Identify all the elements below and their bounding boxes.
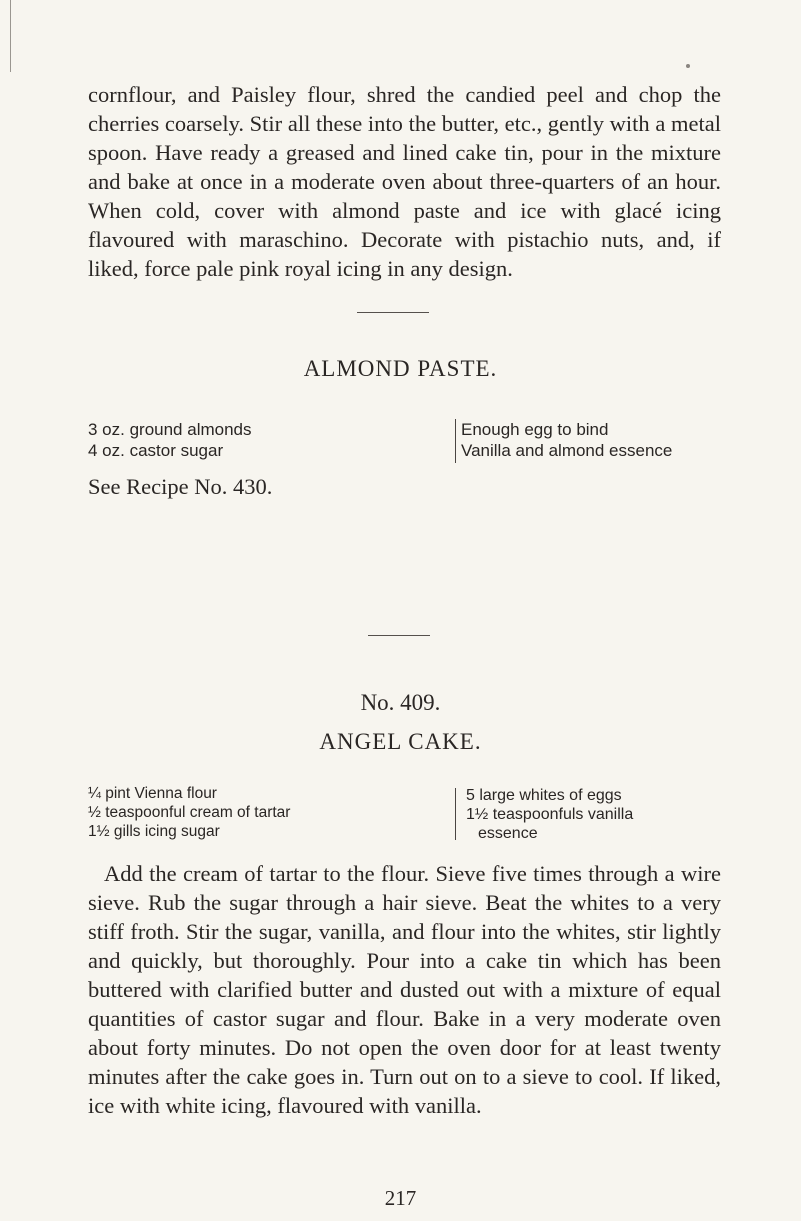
almond-paste-title: ALMOND PASTE. [303, 356, 498, 381]
ingredient: 1½ gills icing sugar [88, 823, 220, 840]
ingredient: Enough egg to bind [461, 420, 609, 439]
column-divider [455, 788, 456, 840]
ingredient: 3 oz. ground almonds [88, 420, 252, 439]
angel-cake-ingredients-right [466, 786, 633, 843]
column-divider [455, 419, 456, 463]
recipe-number: No. 409. [360, 690, 441, 715]
ingredient: ½ teaspoonful cream of tartar [88, 804, 291, 821]
page-number: 217 [384, 1186, 417, 1210]
ingredient: 5 large whites of eggs [466, 787, 622, 804]
angel-cake-ingredients-left [88, 784, 290, 841]
ingredient: essence [478, 825, 538, 842]
ingredient: Vanilla and almond essence [461, 441, 673, 460]
intro-paragraph: cornflour, and Paisley flour, shred the candied peel and chop the cherries coarsely. Stir all these into the butter, etc., gently with a metal spoon. Have ready a greased and lined cake tin, pour in the mixture and bake at once in a moderate oven about three-quarters of an hour. When cold, cover with almond paste and ice with glacé icing flavoured with maraschino. Decorate with pistachio nuts, and, if liked, force pale pink royal icing in any design. [88, 82, 721, 281]
ingredient: ¼ pint Vienna flour [88, 785, 217, 802]
almond-paste-ingredients-left [88, 419, 252, 461]
page-edge-line [10, 0, 11, 72]
speck [686, 64, 690, 68]
angel-cake-method: Add the cream of tartar to the flour. Sieve five times through a wire sieve. Rub the sugar through a hair sieve. Beat the whites to a very stiff froth. Stir the sugar, vanilla, and flour into the whites, stir lightly and quickly, but thoroughly. Pour into a cake tin which has been buttered with clarified butter and dusted out with a mixture of equal quantities of castor sugar and flour. Bake in a very moderate oven about forty minutes. Do not open the oven door for at least twenty minutes after the cake goes in. Turn out on to a sieve to cool. If liked, ice with white icing, flavoured with vanilla. [88, 861, 721, 1118]
almond-paste-ingredients-right [461, 419, 672, 461]
angel-cake-title: ANGEL CAKE. [319, 729, 482, 754]
see-recipe-note: See Recipe No. 430. [88, 474, 273, 499]
ingredient: 4 oz. castor sugar [88, 441, 224, 460]
ingredient: 1½ teaspoonfuls vanilla [466, 806, 634, 823]
section-divider [357, 312, 429, 313]
section-divider [368, 635, 430, 636]
